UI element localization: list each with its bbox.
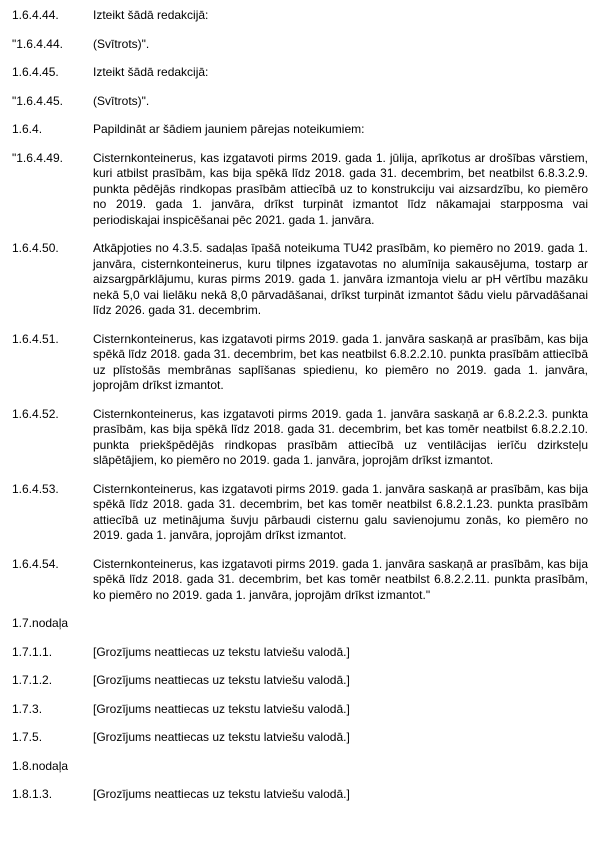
item-number: "1.6.4.44. [12, 36, 63, 51]
doc-item [12, 645, 588, 661]
doc-item [12, 730, 588, 746]
item-text: (Svītrots)". [93, 93, 150, 108]
doc-item [12, 332, 588, 394]
item-text: Atkāpjoties no 4.3.5. sadaļas īpašā noteikuma TU42 prasībām, ko piemēro no 2019. gada 1. janvāra, cisternkonteinerus, kuru tilpnes izgatavotas no alumīnija sakausējuma, tostarp ar aizsargpārklājumu, kuras pirms 2019. gada 1. janvāra izmantoja vielu ar pH vērtību mazāku nekā 5,0 vai lielāku nekā 8,0 pārvadāšanai, drīkst turpināt izmantot šādu vielu pārvadāšanai līdz 2026. gada 31. decembrim. [93, 241, 588, 317]
doc-item [12, 122, 588, 138]
item-number: 1.6.4.44. [12, 8, 59, 22]
section-heading [12, 759, 588, 775]
item-number: 1.6.4.45. [12, 65, 59, 79]
doc-item [12, 151, 588, 229]
item-number: 1.6.4.50. [12, 241, 59, 255]
item-number: 1.6.4. [12, 122, 43, 136]
item-text: [Grozījums neattiecas uz tekstu latviešu valodā.] [93, 644, 350, 659]
item-number: "1.6.4.45. [12, 93, 63, 108]
item-number: 1.7.1.2. [12, 673, 53, 687]
item-text: Papildināt ar šādiem jauniem pārejas noteikumiem: [93, 122, 365, 136]
item-text: (Svītrots)". [93, 36, 150, 51]
item-number: 1.6.4.53. [12, 481, 59, 496]
item-text: Cisternkonteinerus, kas izgatavoti pirms 2019. gada 1. janvāra saskaņā ar prasībām, kas bija spēkā līdz 2018. gada 31. decembrim, bet kas tomēr neatbilst 6.8.2.1.23. punkta prasībām attiecībā uz metinājuma šuvju pārbaudi cisternu galu savienojumu zonās, ko piemēro no 2019. gada 1. janvāra, joprojām drīkst izmantot. [93, 481, 588, 542]
item-text [93, 759, 588, 775]
section-heading-label: 1.7.nodaļa [12, 616, 69, 630]
item-number: 1.6.4.54. [12, 556, 59, 571]
item-text: [Grozījums neattiecas uz tekstu latviešu valodā.] [93, 787, 350, 801]
item-text: Cisternkonteinerus, kas izgatavoti pirms 2019. gada 1. jūlija, aprīkotus ar drošības vārstiem, kuri atbilst prasībām, kas bija spēkā līdz 2018. gada 31. decembrim, bet neatbilst 6.8.3.2.9. punkta pēdējās rindkopas prasībām attiecībā uz to konstrukciju vai aizsardzību, ko piemēro no 2019. gada 1. janvāra, drīkst turpināt izmantot līdz nākamajai starpposma vai periodiskajai inspicēšanai pēc 2021. gada 1. janvāra. [93, 150, 588, 227]
item-text: [Grozījums neattiecas uz tekstu latviešu valodā.] [93, 673, 350, 687]
item-text: [Grozījums neattiecas uz tekstu latviešu valodā.] [93, 730, 350, 744]
doc-item [12, 37, 588, 53]
item-text: Izteikt šādā redakcijā: [93, 8, 209, 22]
doc-item [12, 241, 588, 319]
doc-item [12, 94, 588, 110]
item-number: 1.7.5. [12, 730, 43, 744]
item-text: Izteikt šādā redakcijā: [93, 65, 209, 79]
item-text: [Grozījums neattiecas uz tekstu latviešu valodā.] [93, 701, 350, 716]
item-number: 1.8.1.3. [12, 787, 53, 801]
doc-item [12, 702, 588, 718]
section-heading-label: 1.8.nodaļa [12, 758, 69, 773]
doc-item [12, 673, 588, 689]
item-text [93, 616, 588, 632]
item-text: Cisternkonteinerus, kas izgatavoti pirms 2019. gada 1. janvāra saskaņā ar prasībām, kas bija spēkā līdz 2018. gada 31. decembrim, bet kas tomēr neatbilst 6.8.2.2.11. punkta prasībām, ko piemēro no 2019. gada 1. janvāra, joprojām drīkst izmantot." [93, 556, 588, 602]
doc-item [12, 8, 588, 24]
item-number: 1.7.1.1. [12, 644, 53, 659]
doc-item [12, 787, 588, 803]
section-heading [12, 616, 588, 632]
item-text: Cisternkonteinerus, kas izgatavoti pirms 2019. gada 1. janvāra saskaņā ar 6.8.2.2.3. punkta prasībām, kas bija spēkā līdz 2018. gada 31. decembrim, bet kas tomēr neatbilst 6.8.2.2.10. punkta priekšpēdējās rindkopas prasībām attiecībā uz ventilācijas ierīču dzirksteļu slāpētājiem, ko piemēro no 2019. gada 1. janvāra, joprojām drīkst izmantot. [93, 406, 588, 467]
doc-item [12, 482, 588, 544]
item-number: 1.6.4.51. [12, 331, 59, 346]
item-number: "1.6.4.49. [12, 150, 63, 165]
doc-item [12, 407, 588, 469]
doc-item [12, 65, 588, 81]
item-text: Cisternkonteinerus, kas izgatavoti pirms 2019. gada 1. janvāra saskaņā ar prasībām, kas bija spēkā līdz 2018. gada 31. decembrim, bet kas neatbilst 6.8.2.2.10. punkta prasībām attiecībā uz plīstošās membrānas saplīšanas spiedienu, ko piemēro no 2019. gada 1. janvāra, joprojām drīkst izmantot. [93, 331, 588, 392]
doc-item [12, 557, 588, 604]
item-number: 1.6.4.52. [12, 406, 59, 421]
item-number: 1.7.3. [12, 701, 43, 716]
